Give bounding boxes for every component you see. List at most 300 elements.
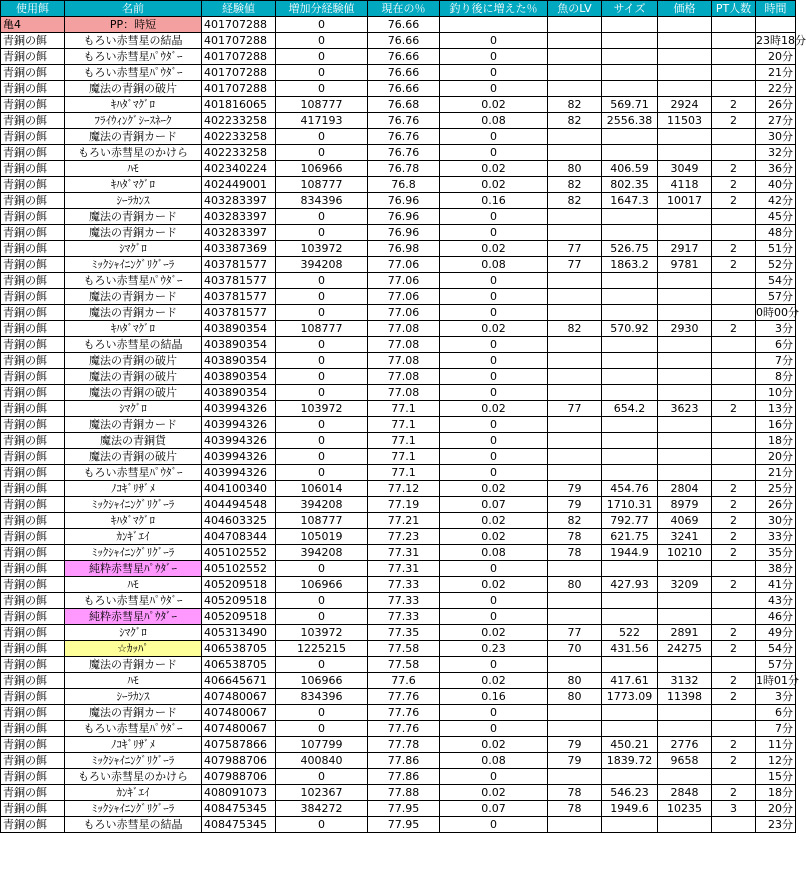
current-pct-cell[interactable]: 76.98	[368, 241, 440, 257]
exp-gain-cell[interactable]: 0	[276, 561, 368, 577]
exp-gain-cell[interactable]: 0	[276, 225, 368, 241]
exp-header[interactable]: 経験値	[202, 1, 276, 17]
current-pct-cell[interactable]: 77.33	[368, 609, 440, 625]
exp-gain-cell[interactable]: 0	[276, 449, 368, 465]
bait-cell[interactable]: 青銅の餌	[1, 385, 65, 401]
price-cell[interactable]: 11398	[658, 689, 712, 705]
price-cell[interactable]: 2924	[658, 97, 712, 113]
current-pct-cell[interactable]: 77.6	[368, 673, 440, 689]
current-pct-cell[interactable]: 77.1	[368, 449, 440, 465]
pct-gain-cell[interactable]: 0.16	[440, 193, 548, 209]
name-cell[interactable]: もろい赤彗星ﾊﾟｳﾀﾞｰ	[65, 721, 202, 737]
name-cell[interactable]: 純粋赤彗星ﾊﾟｳﾀﾞｰ	[65, 609, 202, 625]
price-cell[interactable]: 8979	[658, 497, 712, 513]
pct-gain-cell[interactable]: 0	[440, 817, 548, 833]
exp-gain-cell[interactable]: 0	[276, 417, 368, 433]
exp-cell[interactable]: 403283397	[202, 225, 276, 241]
fish-level-cell[interactable]: 80	[548, 577, 602, 593]
party-size-cell[interactable]	[712, 129, 756, 145]
fish-level-cell[interactable]: 79	[548, 753, 602, 769]
bait-cell[interactable]: 青銅の餌	[1, 593, 65, 609]
name-cell[interactable]: ﾊﾓ	[65, 577, 202, 593]
party-size-cell[interactable]	[712, 337, 756, 353]
price-cell[interactable]: 2776	[658, 737, 712, 753]
price-cell[interactable]: 4069	[658, 513, 712, 529]
current-pct-cell[interactable]: 76.96	[368, 225, 440, 241]
size-cell[interactable]: 406.59	[602, 161, 658, 177]
exp-gain-cell[interactable]: 400840	[276, 753, 368, 769]
name-cell[interactable]: 魔法の青銅の破片	[65, 353, 202, 369]
exp-gain-cell[interactable]: 102367	[276, 785, 368, 801]
party-size-cell[interactable]	[712, 145, 756, 161]
pct-gain-cell[interactable]: 0.02	[440, 241, 548, 257]
size-header[interactable]: サイズ	[602, 1, 658, 17]
time-cell[interactable]: 48分	[756, 225, 796, 241]
current-pct-cell[interactable]: 77.95	[368, 801, 440, 817]
name-cell[interactable]: ｷﾊﾀﾞﾏｸﾞﾛ	[65, 97, 202, 113]
bait-cell[interactable]: 青銅の餌	[1, 241, 65, 257]
exp-gain-cell[interactable]: 105019	[276, 529, 368, 545]
price-cell[interactable]	[658, 209, 712, 225]
pct-gain-cell[interactable]: 0	[440, 369, 548, 385]
exp-gain-cell[interactable]: 0	[276, 33, 368, 49]
time-cell[interactable]: 54分	[756, 641, 796, 657]
exp-cell[interactable]: 403994326	[202, 417, 276, 433]
size-cell[interactable]: 570.92	[602, 321, 658, 337]
exp-gain-cell[interactable]: 394208	[276, 257, 368, 273]
name-cell[interactable]: もろい赤彗星ﾊﾟｳﾀﾞｰ	[65, 65, 202, 81]
exp-gain-cell[interactable]: 108777	[276, 97, 368, 113]
party-size-cell[interactable]	[712, 17, 756, 33]
exp-gain-cell[interactable]: 0	[276, 705, 368, 721]
party-size-cell[interactable]	[712, 33, 756, 49]
pct-gain-cell[interactable]: 0.07	[440, 801, 548, 817]
bait-cell[interactable]: 青銅の餌	[1, 673, 65, 689]
size-cell[interactable]	[602, 561, 658, 577]
pct-gain-cell[interactable]: 0.02	[440, 625, 548, 641]
size-cell[interactable]: 1647.3	[602, 193, 658, 209]
exp-gain-cell[interactable]: 108777	[276, 177, 368, 193]
exp-cell[interactable]: 404603325	[202, 513, 276, 529]
bait-cell[interactable]: 青銅の餌	[1, 305, 65, 321]
party-size-cell[interactable]	[712, 225, 756, 241]
current-pct-cell[interactable]: 77.31	[368, 561, 440, 577]
party-size-cell[interactable]	[712, 449, 756, 465]
time-cell[interactable]: 22分	[756, 81, 796, 97]
time-cell[interactable]: 25分	[756, 481, 796, 497]
fish-level-cell[interactable]	[548, 561, 602, 577]
current-pct-cell[interactable]: 77.33	[368, 593, 440, 609]
size-cell[interactable]	[602, 145, 658, 161]
size-cell[interactable]	[602, 305, 658, 321]
fish-level-cell[interactable]	[548, 353, 602, 369]
exp-cell[interactable]: 401707288	[202, 33, 276, 49]
party-size-cell[interactable]	[712, 609, 756, 625]
bait-cell[interactable]: 青銅の餌	[1, 769, 65, 785]
exp-cell[interactable]: 405209518	[202, 577, 276, 593]
price-cell[interactable]	[658, 305, 712, 321]
current-pct-cell[interactable]: 77.95	[368, 817, 440, 833]
size-cell[interactable]	[602, 465, 658, 481]
exp-gain-header[interactable]: 増加分経験値	[276, 1, 368, 17]
pct-gain-cell[interactable]	[440, 17, 548, 33]
price-cell[interactable]: 9781	[658, 257, 712, 273]
size-cell[interactable]	[602, 49, 658, 65]
exp-cell[interactable]: 406538705	[202, 657, 276, 673]
bait-cell[interactable]: 青銅の餌	[1, 513, 65, 529]
current-pct-cell[interactable]: 77.31	[368, 545, 440, 561]
time-cell[interactable]: 16分	[756, 417, 796, 433]
party-size-cell[interactable]: 2	[712, 625, 756, 641]
current-pct-cell[interactable]: 77.86	[368, 753, 440, 769]
bait-cell[interactable]: 青銅の餌	[1, 545, 65, 561]
fish-level-cell[interactable]	[548, 209, 602, 225]
bait-cell[interactable]: 青銅の餌	[1, 225, 65, 241]
bait-cell[interactable]: 青銅の餌	[1, 321, 65, 337]
bait-cell[interactable]: 青銅の餌	[1, 113, 65, 129]
exp-gain-cell[interactable]: 103972	[276, 241, 368, 257]
time-cell[interactable]: 8分	[756, 369, 796, 385]
exp-cell[interactable]: 402449001	[202, 177, 276, 193]
pct-gain-cell[interactable]: 0	[440, 609, 548, 625]
pct-gain-cell[interactable]: 0	[440, 657, 548, 673]
exp-gain-cell[interactable]: 0	[276, 721, 368, 737]
pct-gain-cell[interactable]: 0.02	[440, 737, 548, 753]
time-cell[interactable]: 36分	[756, 161, 796, 177]
name-cell[interactable]: 魔法の青銅カード	[65, 305, 202, 321]
current-pct-cell[interactable]: 77.12	[368, 481, 440, 497]
pct-gain-cell[interactable]: 0	[440, 705, 548, 721]
party-size-cell[interactable]	[712, 289, 756, 305]
name-cell[interactable]: ｶﾝｷﾞｴｲ	[65, 529, 202, 545]
pct-gain-cell[interactable]: 0	[440, 721, 548, 737]
bait-cell[interactable]: 亀4	[1, 17, 65, 33]
party-size-cell[interactable]	[712, 657, 756, 673]
name-cell[interactable]: ☆ｶｯﾊﾟ	[65, 641, 202, 657]
exp-cell[interactable]: 407480067	[202, 721, 276, 737]
size-cell[interactable]: 792.77	[602, 513, 658, 529]
exp-cell[interactable]: 403994326	[202, 401, 276, 417]
fish-level-cell[interactable]	[548, 17, 602, 33]
bait-cell[interactable]: 青銅の餌	[1, 193, 65, 209]
exp-cell[interactable]: 408091073	[202, 785, 276, 801]
pct-gain-cell[interactable]: 0	[440, 561, 548, 577]
fish-level-cell[interactable]	[548, 369, 602, 385]
price-cell[interactable]: 24275	[658, 641, 712, 657]
fish-level-cell[interactable]	[548, 417, 602, 433]
size-cell[interactable]: 546.23	[602, 785, 658, 801]
fish-level-cell[interactable]: 82	[548, 513, 602, 529]
exp-gain-cell[interactable]: 0	[276, 129, 368, 145]
size-cell[interactable]	[602, 33, 658, 49]
fish-level-cell[interactable]: 82	[548, 321, 602, 337]
price-cell[interactable]	[658, 49, 712, 65]
exp-gain-cell[interactable]: 106966	[276, 577, 368, 593]
bait-cell[interactable]: 青銅の餌	[1, 289, 65, 305]
bait-cell[interactable]: 青銅の餌	[1, 161, 65, 177]
name-cell[interactable]: もろい赤彗星ﾊﾟｳﾀﾞｰ	[65, 593, 202, 609]
bait-cell[interactable]: 青銅の餌	[1, 577, 65, 593]
current-pct-cell[interactable]: 77.35	[368, 625, 440, 641]
fish-level-cell[interactable]: 79	[548, 481, 602, 497]
time-cell[interactable]: 20分	[756, 449, 796, 465]
exp-cell[interactable]: 403781577	[202, 273, 276, 289]
party-size-cell[interactable]: 2	[712, 321, 756, 337]
current-pct-cell[interactable]: 77.58	[368, 641, 440, 657]
price-cell[interactable]	[658, 817, 712, 833]
party-size-cell[interactable]	[712, 817, 756, 833]
price-cell[interactable]: 2848	[658, 785, 712, 801]
size-cell[interactable]: 526.75	[602, 241, 658, 257]
current-pct-cell[interactable]: 77.06	[368, 289, 440, 305]
fish-level-cell[interactable]	[548, 609, 602, 625]
price-cell[interactable]	[658, 657, 712, 673]
time-cell[interactable]: 49分	[756, 625, 796, 641]
bait-cell[interactable]: 青銅の餌	[1, 273, 65, 289]
pct-gain-cell[interactable]: 0	[440, 273, 548, 289]
size-cell[interactable]	[602, 817, 658, 833]
fish-level-cell[interactable]: 82	[548, 193, 602, 209]
fish-level-cell[interactable]: 82	[548, 97, 602, 113]
name-cell[interactable]: もろい赤彗星の結晶	[65, 33, 202, 49]
current-pct-cell[interactable]: 77.1	[368, 417, 440, 433]
exp-cell[interactable]: 403781577	[202, 257, 276, 273]
pct-gain-cell[interactable]: 0.08	[440, 753, 548, 769]
party-size-cell[interactable]: 2	[712, 497, 756, 513]
party-size-cell[interactable]: 2	[712, 241, 756, 257]
size-cell[interactable]: 427.93	[602, 577, 658, 593]
current-pct-cell[interactable]: 77.1	[368, 401, 440, 417]
name-cell[interactable]: もろい赤彗星ﾊﾟｳﾀﾞｰ	[65, 465, 202, 481]
time-cell[interactable]: 35分	[756, 545, 796, 561]
price-cell[interactable]: 9658	[658, 753, 712, 769]
size-cell[interactable]	[602, 209, 658, 225]
exp-cell[interactable]: 404494548	[202, 497, 276, 513]
exp-cell[interactable]: 407480067	[202, 689, 276, 705]
price-cell[interactable]: 4118	[658, 177, 712, 193]
size-cell[interactable]: 621.75	[602, 529, 658, 545]
current-pct-cell[interactable]: 76.66	[368, 33, 440, 49]
name-cell[interactable]: 魔法の青銅カード	[65, 209, 202, 225]
time-cell[interactable]: 30分	[756, 129, 796, 145]
price-cell[interactable]	[658, 273, 712, 289]
exp-cell[interactable]: 407480067	[202, 705, 276, 721]
exp-gain-cell[interactable]: 0	[276, 273, 368, 289]
fish-level-cell[interactable]	[548, 769, 602, 785]
time-cell[interactable]: 52分	[756, 257, 796, 273]
exp-cell[interactable]: 403283397	[202, 209, 276, 225]
exp-gain-cell[interactable]: 106966	[276, 161, 368, 177]
bait-cell[interactable]: 青銅の餌	[1, 33, 65, 49]
exp-cell[interactable]: 404708344	[202, 529, 276, 545]
pct-gain-cell[interactable]: 0	[440, 385, 548, 401]
name-cell[interactable]: もろい赤彗星ﾊﾟｳﾀﾞｰ	[65, 273, 202, 289]
current-pct-cell[interactable]: 77.08	[368, 337, 440, 353]
party-size-cell[interactable]	[712, 433, 756, 449]
size-cell[interactable]: 1839.72	[602, 753, 658, 769]
name-cell[interactable]: ﾉｺｷﾞﾘｻﾞﾒ	[65, 481, 202, 497]
exp-gain-cell[interactable]: 0	[276, 657, 368, 673]
bait-cell[interactable]: 青銅の餌	[1, 257, 65, 273]
party-size-cell[interactable]: 2	[712, 481, 756, 497]
current-pct-cell[interactable]: 76.66	[368, 17, 440, 33]
current-pct-cell[interactable]: 77.06	[368, 273, 440, 289]
price-cell[interactable]: 10210	[658, 545, 712, 561]
price-cell[interactable]	[658, 289, 712, 305]
exp-cell[interactable]: 402233258	[202, 113, 276, 129]
time-cell[interactable]: 30分	[756, 513, 796, 529]
time-cell[interactable]: 12分	[756, 753, 796, 769]
party-size-cell[interactable]: 2	[712, 401, 756, 417]
bait-cell[interactable]: 青銅の餌	[1, 817, 65, 833]
exp-gain-cell[interactable]: 0	[276, 385, 368, 401]
current-pct-cell[interactable]: 76.8	[368, 177, 440, 193]
price-cell[interactable]	[658, 65, 712, 81]
fish-level-cell[interactable]: 77	[548, 401, 602, 417]
bait-cell[interactable]: 青銅の餌	[1, 65, 65, 81]
fish-level-cell[interactable]: 77	[548, 625, 602, 641]
pct-gain-cell[interactable]: 0.02	[440, 785, 548, 801]
fish-level-cell[interactable]: 78	[548, 801, 602, 817]
time-cell[interactable]: 11分	[756, 737, 796, 753]
current-pct-cell[interactable]: 77.76	[368, 705, 440, 721]
price-cell[interactable]: 3241	[658, 529, 712, 545]
price-cell[interactable]	[658, 593, 712, 609]
party-size-cell[interactable]	[712, 721, 756, 737]
time-cell[interactable]: 26分	[756, 97, 796, 113]
exp-gain-cell[interactable]: 0	[276, 337, 368, 353]
exp-gain-cell[interactable]: 0	[276, 609, 368, 625]
price-cell[interactable]	[658, 449, 712, 465]
party-size-cell[interactable]: 2	[712, 545, 756, 561]
exp-cell[interactable]: 406538705	[202, 641, 276, 657]
name-cell[interactable]: PP：時短	[65, 17, 202, 33]
exp-gain-cell[interactable]: 0	[276, 145, 368, 161]
time-cell[interactable]: 7分	[756, 721, 796, 737]
price-cell[interactable]: 10235	[658, 801, 712, 817]
party-size-cell[interactable]: 3	[712, 801, 756, 817]
current-pct-cell[interactable]: 77.08	[368, 385, 440, 401]
time-cell[interactable]: 18分	[756, 433, 796, 449]
exp-cell[interactable]: 402233258	[202, 145, 276, 161]
bait-cell[interactable]: 青銅の餌	[1, 465, 65, 481]
price-cell[interactable]	[658, 225, 712, 241]
exp-gain-cell[interactable]: 0	[276, 49, 368, 65]
name-cell[interactable]: 魔法の青銅の破片	[65, 449, 202, 465]
exp-gain-cell[interactable]: 0	[276, 65, 368, 81]
pct-gain-cell[interactable]: 0.02	[440, 97, 548, 113]
name-cell[interactable]: ｼｰﾗｶﾝｽ	[65, 689, 202, 705]
exp-gain-cell[interactable]: 0	[276, 433, 368, 449]
name-cell[interactable]: ﾐｯｸｼｬｲﾆﾝｸﾞﾘｸﾞｰﾗ	[65, 257, 202, 273]
time-cell[interactable]: 21分	[756, 465, 796, 481]
exp-gain-cell[interactable]: 108777	[276, 321, 368, 337]
price-cell[interactable]: 10017	[658, 193, 712, 209]
price-cell[interactable]: 3209	[658, 577, 712, 593]
current-pct-cell[interactable]: 77.23	[368, 529, 440, 545]
time-cell[interactable]: 3分	[756, 321, 796, 337]
party-size-cell[interactable]	[712, 385, 756, 401]
price-cell[interactable]: 3132	[658, 673, 712, 689]
time-cell[interactable]: 23分	[756, 817, 796, 833]
party-size-cell[interactable]: 2	[712, 161, 756, 177]
exp-cell[interactable]: 403994326	[202, 449, 276, 465]
party-size-cell[interactable]	[712, 465, 756, 481]
time-cell[interactable]: 40分	[756, 177, 796, 193]
name-cell[interactable]: 魔法の青銅の破片	[65, 385, 202, 401]
pct-gain-cell[interactable]: 0	[440, 33, 548, 49]
party-size-cell[interactable]	[712, 305, 756, 321]
bait-cell[interactable]: 青銅の餌	[1, 801, 65, 817]
pct-gain-cell[interactable]: 0.02	[440, 481, 548, 497]
size-cell[interactable]	[602, 721, 658, 737]
party-size-cell[interactable]: 2	[712, 257, 756, 273]
exp-gain-cell[interactable]: 0	[276, 369, 368, 385]
fish-level-cell[interactable]	[548, 273, 602, 289]
size-cell[interactable]: 1710.31	[602, 497, 658, 513]
price-cell[interactable]: 3049	[658, 161, 712, 177]
name-cell[interactable]: ﾊﾓ	[65, 161, 202, 177]
price-cell[interactable]	[658, 705, 712, 721]
current-pct-cell[interactable]: 76.76	[368, 145, 440, 161]
exp-gain-cell[interactable]: 0	[276, 817, 368, 833]
size-cell[interactable]	[602, 337, 658, 353]
name-cell[interactable]: ｼｰﾗｶﾝｽ	[65, 193, 202, 209]
time-cell[interactable]: 27分	[756, 113, 796, 129]
fish-level-cell[interactable]	[548, 337, 602, 353]
pct-gain-cell[interactable]: 0.02	[440, 513, 548, 529]
pct-gain-header[interactable]: 釣り後に増えた％	[440, 1, 548, 17]
fish-level-cell[interactable]	[548, 289, 602, 305]
fish-level-cell[interactable]	[548, 449, 602, 465]
pct-gain-cell[interactable]: 0	[440, 49, 548, 65]
exp-gain-cell[interactable]: 0	[276, 353, 368, 369]
name-cell[interactable]: 魔法の青銅の破片	[65, 369, 202, 385]
current-pct-cell[interactable]: 77.1	[368, 433, 440, 449]
pct-gain-cell[interactable]: 0	[440, 65, 548, 81]
time-cell[interactable]: 20分	[756, 49, 796, 65]
time-cell[interactable]: 13分	[756, 401, 796, 417]
fish-level-cell[interactable]: 80	[548, 689, 602, 705]
pct-gain-cell[interactable]: 0.02	[440, 529, 548, 545]
name-cell[interactable]: 魔法の青銅カード	[65, 129, 202, 145]
price-cell[interactable]: 11503	[658, 113, 712, 129]
pct-gain-cell[interactable]: 0.02	[440, 321, 548, 337]
bait-cell[interactable]: 青銅の餌	[1, 81, 65, 97]
bait-cell[interactable]: 青銅の餌	[1, 209, 65, 225]
exp-cell[interactable]: 401816065	[202, 97, 276, 113]
exp-cell[interactable]: 405102552	[202, 545, 276, 561]
price-cell[interactable]	[658, 337, 712, 353]
current-pct-cell[interactable]: 77.76	[368, 689, 440, 705]
size-cell[interactable]: 802.35	[602, 177, 658, 193]
name-cell[interactable]: もろい赤彗星ﾊﾟｳﾀﾞｰ	[65, 49, 202, 65]
party-size-cell[interactable]: 2	[712, 641, 756, 657]
time-cell[interactable]: 3分	[756, 689, 796, 705]
size-cell[interactable]: 569.71	[602, 97, 658, 113]
party-size-cell[interactable]	[712, 353, 756, 369]
pct-gain-cell[interactable]: 0	[440, 769, 548, 785]
exp-cell[interactable]: 403283397	[202, 193, 276, 209]
size-cell[interactable]	[602, 17, 658, 33]
time-cell[interactable]: 21分	[756, 65, 796, 81]
current-pct-cell[interactable]: 76.66	[368, 81, 440, 97]
current-pct-cell[interactable]: 76.96	[368, 193, 440, 209]
time-cell[interactable]: 26分	[756, 497, 796, 513]
exp-cell[interactable]: 403890354	[202, 337, 276, 353]
fish-level-cell[interactable]: 78	[548, 785, 602, 801]
exp-cell[interactable]: 402340224	[202, 161, 276, 177]
